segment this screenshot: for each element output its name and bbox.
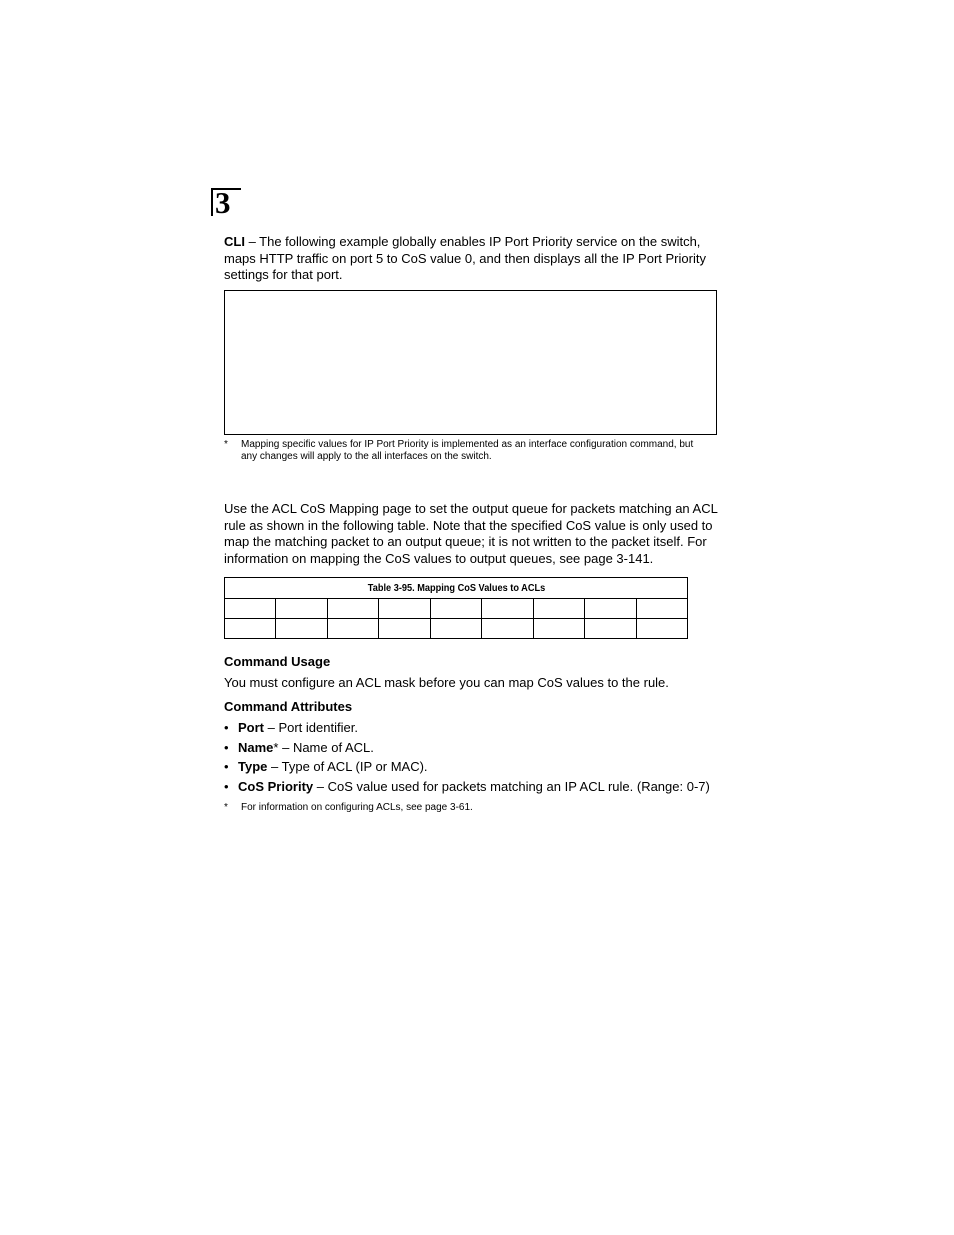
command-attributes-heading: Command Attributes bbox=[224, 699, 353, 714]
table-cell bbox=[636, 619, 688, 639]
footnote-text: For information on configuring ACLs, see page 3-61. bbox=[241, 802, 473, 813]
cli-text: – The following example globally enables IP Port Priority service on the switch, maps HTTP traffic on port 5 to CoS value 0, and then displays all the IP Port Priority settings for that port. bbox=[224, 234, 706, 282]
cos-acl-mapping-table bbox=[224, 577, 688, 639]
attribute-desc: – Name of ACL. bbox=[278, 740, 374, 755]
table-cell bbox=[482, 599, 533, 619]
footnote-reference: * bbox=[273, 740, 279, 755]
attribute-desc: – Type of ACL (IP or MAC). bbox=[267, 759, 428, 774]
table-cell bbox=[225, 619, 276, 639]
table-cell bbox=[482, 619, 533, 639]
table-cell bbox=[430, 599, 481, 619]
attribute-term: Name bbox=[238, 740, 274, 755]
table-cell bbox=[533, 599, 584, 619]
bullet-marker: • bbox=[224, 740, 229, 755]
table-cell bbox=[533, 619, 584, 639]
table-cell bbox=[636, 599, 688, 619]
footnote-ip-port-priority bbox=[224, 439, 724, 465]
table-cell bbox=[585, 599, 636, 619]
attribute-desc: – CoS value used for packets matching an IP ACL rule. (Range: 0-7) bbox=[313, 779, 710, 794]
cli-label: CLI bbox=[224, 234, 245, 249]
command-usage-text: You must configure an ACL mask before you can map CoS values to the rule. bbox=[224, 675, 669, 690]
footnote-text: Mapping specific values for IP Port Priority is implemented as an interface configuration command, but any changes will apply to the all interfaces on the switch. bbox=[241, 439, 694, 462]
table-cell bbox=[379, 619, 430, 639]
footnote-marker: * bbox=[224, 802, 228, 813]
table-cell bbox=[276, 619, 327, 639]
table-cell bbox=[379, 599, 430, 619]
attribute-term: Port bbox=[238, 720, 264, 735]
table-caption: Table 3-95. Mapping CoS Values to ACLs bbox=[243, 578, 669, 599]
table-cell bbox=[327, 599, 378, 619]
cli-paragraph bbox=[224, 234, 719, 284]
footnote-marker: * bbox=[224, 439, 228, 450]
table-cell bbox=[276, 599, 327, 619]
bullet-marker: • bbox=[224, 779, 229, 794]
bullet-marker: • bbox=[224, 720, 229, 735]
chapter-number: 3 bbox=[215, 185, 231, 220]
bullet-marker: • bbox=[224, 759, 229, 774]
table-cell bbox=[225, 599, 276, 619]
command-usage-heading: Command Usage bbox=[224, 654, 331, 669]
table-row bbox=[225, 599, 688, 619]
attribute-desc: – Port identifier. bbox=[264, 720, 358, 735]
table-row bbox=[225, 619, 688, 639]
footnote-acl-configuration bbox=[224, 802, 724, 816]
chapter-number-badge bbox=[211, 185, 241, 220]
attribute-term: Type bbox=[238, 759, 268, 774]
attribute-term: CoS Priority bbox=[238, 779, 314, 794]
table-cell bbox=[585, 619, 636, 639]
cli-example-box bbox=[224, 290, 717, 435]
table-cell bbox=[327, 619, 378, 639]
intro-paragraph: Use the ACL CoS Mapping page to set the output queue for packets matching an ACL rule as shown in the following table. Note that the specified CoS value is only used to map the matching packet to an output queue; it is not written to the packet itself. For information on mapping the CoS values to output queues, see page 3-141. bbox=[224, 501, 718, 566]
table-cell bbox=[430, 619, 481, 639]
